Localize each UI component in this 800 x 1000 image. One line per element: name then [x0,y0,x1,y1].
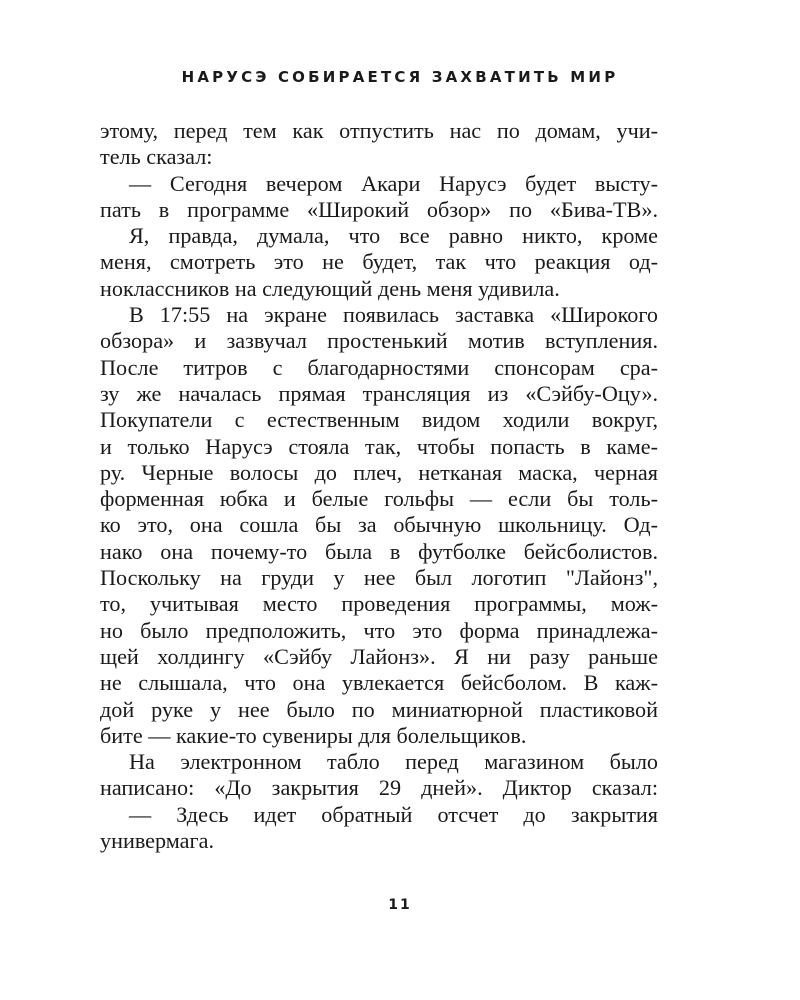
text-line: — Здесь идет обратный отсчет до закрытия [129,801,658,827]
text-line: то, учитывая место проведения программы, мож- [100,591,658,617]
text-line: Покупатели с естественным видом ходили вокруг, [100,407,658,433]
text-line: форменная юбка и белые гольфы — если бы толь- [100,486,658,512]
text-line: универмага. [100,828,215,854]
text-line: Поскольку на груди у нее был логотип "Лайонз", [100,565,658,591]
body-text [100,118,658,854]
text-line: щей холдингу «Сэйбу Лайонз». Я ни разу раньше [100,643,658,669]
text-line: меня, смотреть это не будет, так что реакция од- [100,249,658,275]
text-line: В 17:55 на экране появилась заставка «Широкого [129,302,658,328]
text-line: — Сегодня вечером Акари Нарусэ будет высту- [129,170,658,196]
text-line: дой руке у нее было по миниатюрной пластиковой [100,696,658,722]
text-line: но было предположить, что это форма принадлежа- [100,617,658,643]
text-line: пать в программе «Широкий обзор» по «Бива-ТВ». [100,196,658,222]
text-line: написано: «До закрытия 29 дней». Диктор сказал: [100,775,658,801]
text-line: нако она почему-то была в футболке бейсболистов. [100,538,658,564]
text-line: На электронном табло перед магазином было [129,749,658,775]
text-line: ру. Черные волосы до плеч, нетканая маска, черная [100,459,658,485]
text-line: обзора» и зазвучал простенький мотив вступления. [100,328,658,354]
text-line: тель сказал: [100,144,213,170]
text-line: ко это, она сошла бы за обычную школьницу. Од- [100,512,658,538]
text-line: ноклассников на следующий день меня удивила. [100,275,560,301]
text-line: не слышала, что она увлекается бейсболом. В каж- [100,670,658,696]
running-header: НАРУСЭ СОБИРАЕТСЯ ЗАХВАТИТЬ МИР [181,68,619,86]
text-line: бите — какие-то сувениры для болельщиков. [100,722,527,748]
text-line: После титров с благодарностями спонсорам сра- [100,354,658,380]
text-line: зу же началась прямая трансляция из «Сэйбу-Оцу». [100,380,658,406]
text-line: Я, правда, думала, что все равно никто, кроме [129,223,658,249]
page-number: 11 [388,897,412,913]
text-line: этому, перед тем как отпустить нас по домам, учи- [100,118,658,143]
text-line: и только Нарусэ стояла так, чтобы попасть в каме- [100,433,658,459]
